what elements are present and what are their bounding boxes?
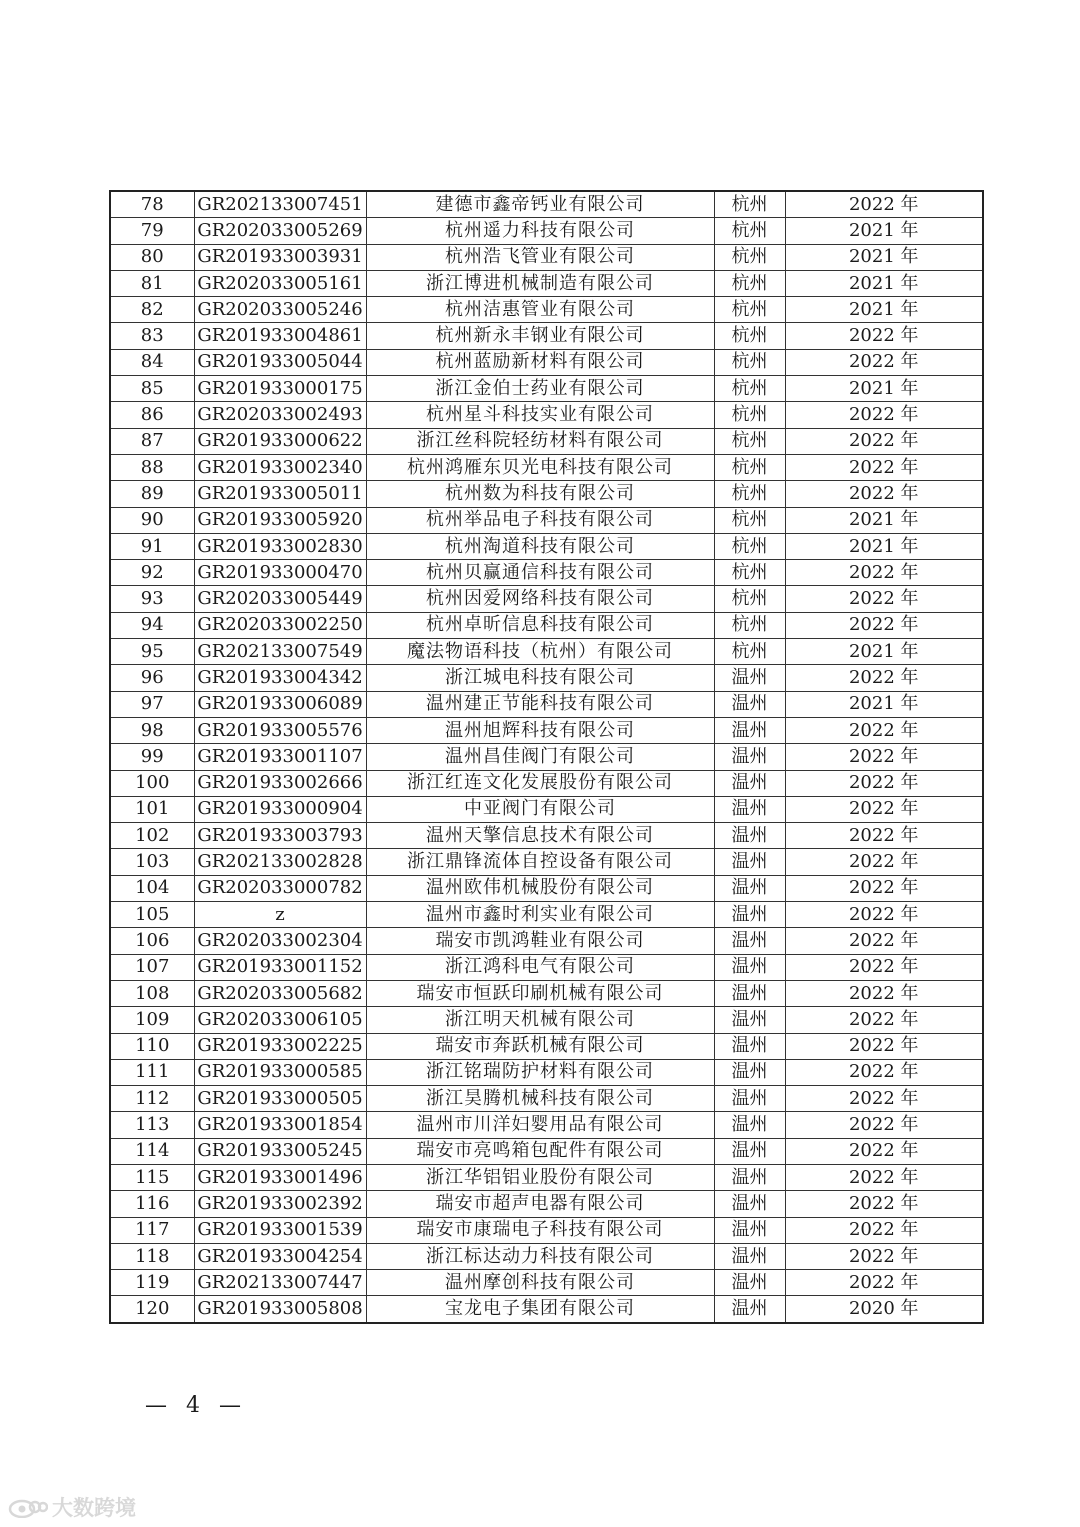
row-number: 78 — [110, 191, 194, 218]
company-name: 杭州因爱网络科技有限公司 — [366, 586, 714, 612]
city: 杭州 — [714, 297, 785, 323]
row-number: 102 — [110, 823, 194, 849]
table-row — [110, 244, 983, 270]
certificate-code: GR202133007451 — [194, 191, 366, 218]
table-row — [110, 665, 983, 691]
row-number: 112 — [110, 1086, 194, 1112]
certificate-code: GR201933002340 — [194, 454, 366, 480]
table-row — [110, 454, 983, 480]
row-number: 109 — [110, 1007, 194, 1033]
year: 2021 年 — [785, 218, 983, 244]
company-name: 浙江标达动力科技有限公司 — [366, 1243, 714, 1269]
table-row — [110, 1164, 983, 1190]
company-name: 瑞安市奔跃机械有限公司 — [366, 1033, 714, 1059]
city: 温州 — [714, 1164, 785, 1190]
year: 2022 年 — [785, 980, 983, 1006]
year: 2020 年 — [785, 1296, 983, 1323]
table-row — [110, 1086, 983, 1112]
year: 2022 年 — [785, 1217, 983, 1243]
table-row — [110, 980, 983, 1006]
company-name: 温州摩创科技有限公司 — [366, 1270, 714, 1296]
row-number: 111 — [110, 1059, 194, 1085]
company-name: 浙江鼎锋流体自控设备有限公司 — [366, 849, 714, 875]
table-row — [110, 928, 983, 954]
table-row — [110, 481, 983, 507]
year: 2021 年 — [785, 639, 983, 665]
certificate-code: GR201933002225 — [194, 1033, 366, 1059]
company-name: 浙江红连文化发展股份有限公司 — [366, 770, 714, 796]
row-number: 103 — [110, 849, 194, 875]
table-row — [110, 902, 983, 928]
company-name: 杭州举品电子科技有限公司 — [366, 507, 714, 533]
year: 2022 年 — [785, 191, 983, 218]
year: 2022 年 — [785, 1270, 983, 1296]
city: 温州 — [714, 1243, 785, 1269]
company-name: 建德市鑫帝钙业有限公司 — [366, 191, 714, 218]
certificate-code: GR201933005920 — [194, 507, 366, 533]
table-row — [110, 875, 983, 901]
city: 杭州 — [714, 323, 785, 349]
certificate-code: GR202133007549 — [194, 639, 366, 665]
table-row — [110, 796, 983, 822]
certificate-code: GR201933000622 — [194, 428, 366, 454]
city: 温州 — [714, 665, 785, 691]
certificate-code: GR201933004254 — [194, 1243, 366, 1269]
city: 杭州 — [714, 481, 785, 507]
certificate-code: GR201933005576 — [194, 717, 366, 743]
city: 温州 — [714, 902, 785, 928]
row-number: 119 — [110, 1270, 194, 1296]
table-row — [110, 1007, 983, 1033]
year: 2022 年 — [785, 875, 983, 901]
city: 杭州 — [714, 191, 785, 218]
row-number: 79 — [110, 218, 194, 244]
city: 杭州 — [714, 454, 785, 480]
city: 杭州 — [714, 560, 785, 586]
certificate-code: GR201933002830 — [194, 533, 366, 559]
year: 2021 年 — [785, 297, 983, 323]
row-number: 96 — [110, 665, 194, 691]
certificate-code: GR202033005682 — [194, 980, 366, 1006]
table-row — [110, 1296, 983, 1323]
year: 2022 年 — [785, 560, 983, 586]
city: 杭州 — [714, 428, 785, 454]
company-name: 温州市川洋妇婴用品有限公司 — [366, 1112, 714, 1138]
city: 温州 — [714, 1270, 785, 1296]
company-name: 浙江华铝铝业股份有限公司 — [366, 1164, 714, 1190]
page-number: — 4 — — [145, 1393, 247, 1418]
certificate-code: GR201933001496 — [194, 1164, 366, 1190]
row-number: 108 — [110, 980, 194, 1006]
company-name: 杭州鸿雁东贝光电科技有限公司 — [366, 454, 714, 480]
certificate-code: GR201933005245 — [194, 1138, 366, 1164]
city: 温州 — [714, 875, 785, 901]
certificate-code: GR201933001539 — [194, 1217, 366, 1243]
year: 2021 年 — [785, 691, 983, 717]
year: 2022 年 — [785, 1112, 983, 1138]
row-number: 106 — [110, 928, 194, 954]
table-row — [110, 1059, 983, 1085]
certificate-code: GR202033005269 — [194, 218, 366, 244]
table-row — [110, 1112, 983, 1138]
company-name: 浙江博进机械制造有限公司 — [366, 270, 714, 296]
city: 温州 — [714, 954, 785, 980]
city: 温州 — [714, 980, 785, 1006]
city: 温州 — [714, 744, 785, 770]
certificate-code: GR202033002304 — [194, 928, 366, 954]
row-number: 90 — [110, 507, 194, 533]
table-row — [110, 533, 983, 559]
row-number: 100 — [110, 770, 194, 796]
row-number: 107 — [110, 954, 194, 980]
company-name: 温州欧伟机械股份有限公司 — [366, 875, 714, 901]
row-number: 97 — [110, 691, 194, 717]
company-name: 浙江明天机械有限公司 — [366, 1007, 714, 1033]
year: 2022 年 — [785, 770, 983, 796]
city: 温州 — [714, 1033, 785, 1059]
city: 温州 — [714, 1007, 785, 1033]
year: 2022 年 — [785, 454, 983, 480]
city: 温州 — [714, 1059, 785, 1085]
table-row — [110, 954, 983, 980]
company-name: 杭州遥力科技有限公司 — [366, 218, 714, 244]
table-row — [110, 323, 983, 349]
certificate-code: GR201933000505 — [194, 1086, 366, 1112]
city: 温州 — [714, 1217, 785, 1243]
company-name: 瑞安市康瑞电子科技有限公司 — [366, 1217, 714, 1243]
certificate-code: GR201933004861 — [194, 323, 366, 349]
company-name: 杭州蓝励新材料有限公司 — [366, 349, 714, 375]
year: 2022 年 — [785, 481, 983, 507]
certificate-code: GR202033005246 — [194, 297, 366, 323]
certificate-code: GR201933005011 — [194, 481, 366, 507]
certificate-code: GR201933002666 — [194, 770, 366, 796]
company-name: 瑞安市亮鸣箱包配件有限公司 — [366, 1138, 714, 1164]
city: 温州 — [714, 823, 785, 849]
row-number: 110 — [110, 1033, 194, 1059]
certificate-code: GR201933003931 — [194, 244, 366, 270]
row-number: 115 — [110, 1164, 194, 1190]
row-number: 117 — [110, 1217, 194, 1243]
certificate-code: GR201933001152 — [194, 954, 366, 980]
certificate-code: GR201933001107 — [194, 744, 366, 770]
city: 温州 — [714, 1138, 785, 1164]
company-name: 温州昌佳阀门有限公司 — [366, 744, 714, 770]
city: 杭州 — [714, 612, 785, 638]
table-row — [110, 1191, 983, 1217]
city: 温州 — [714, 928, 785, 954]
table-row — [110, 744, 983, 770]
company-name: 浙江丝科院轻纺材料有限公司 — [366, 428, 714, 454]
year: 2022 年 — [785, 928, 983, 954]
certificate-code: GR202033006105 — [194, 1007, 366, 1033]
table-row — [110, 218, 983, 244]
row-number: 89 — [110, 481, 194, 507]
table-row — [110, 297, 983, 323]
company-name: 瑞安市超声电器有限公司 — [366, 1191, 714, 1217]
company-name: 杭州浩飞管业有限公司 — [366, 244, 714, 270]
enterprise-table-container — [109, 190, 982, 1324]
company-name: 杭州淘道科技有限公司 — [366, 533, 714, 559]
row-number: 101 — [110, 796, 194, 822]
row-number: 86 — [110, 402, 194, 428]
certificate-code: z — [194, 902, 366, 928]
year: 2022 年 — [785, 323, 983, 349]
certificate-code: GR202133007447 — [194, 1270, 366, 1296]
year: 2022 年 — [785, 823, 983, 849]
year: 2021 年 — [785, 507, 983, 533]
year: 2021 年 — [785, 533, 983, 559]
year: 2022 年 — [785, 954, 983, 980]
table-body — [110, 191, 983, 1323]
year: 2022 年 — [785, 665, 983, 691]
table-row — [110, 1138, 983, 1164]
row-number: 105 — [110, 902, 194, 928]
city: 温州 — [714, 1296, 785, 1323]
year: 2022 年 — [785, 744, 983, 770]
year: 2022 年 — [785, 612, 983, 638]
year: 2022 年 — [785, 902, 983, 928]
company-name: 杭州贝赢通信科技有限公司 — [366, 560, 714, 586]
city: 温州 — [714, 691, 785, 717]
city: 杭州 — [714, 402, 785, 428]
company-name: 中亚阀门有限公司 — [366, 796, 714, 822]
table-row — [110, 1243, 983, 1269]
company-name: 浙江铭瑞防护材料有限公司 — [366, 1059, 714, 1085]
company-name: 杭州新永丰钢业有限公司 — [366, 323, 714, 349]
table-row — [110, 507, 983, 533]
table-row — [110, 823, 983, 849]
certificate-code: GR202033002250 — [194, 612, 366, 638]
table-row — [110, 639, 983, 665]
certificate-code: GR201933002392 — [194, 1191, 366, 1217]
year: 2022 年 — [785, 402, 983, 428]
row-number: 91 — [110, 533, 194, 559]
city: 温州 — [714, 1191, 785, 1217]
row-number: 85 — [110, 376, 194, 402]
row-number: 114 — [110, 1138, 194, 1164]
row-number: 80 — [110, 244, 194, 270]
table-row — [110, 402, 983, 428]
row-number: 84 — [110, 349, 194, 375]
certificate-code: GR201933005044 — [194, 349, 366, 375]
city: 温州 — [714, 1112, 785, 1138]
year: 2022 年 — [785, 1138, 983, 1164]
row-number: 104 — [110, 875, 194, 901]
company-name: 魔法物语科技（杭州）有限公司 — [366, 639, 714, 665]
company-name: 杭州洁惠管业有限公司 — [366, 297, 714, 323]
row-number: 87 — [110, 428, 194, 454]
row-number: 83 — [110, 323, 194, 349]
year: 2022 年 — [785, 1086, 983, 1112]
row-number: 116 — [110, 1191, 194, 1217]
city: 杭州 — [714, 586, 785, 612]
city: 杭州 — [714, 349, 785, 375]
table-row — [110, 586, 983, 612]
city: 杭州 — [714, 639, 785, 665]
company-name: 浙江昊腾机械科技有限公司 — [366, 1086, 714, 1112]
year: 2022 年 — [785, 1059, 983, 1085]
table-row — [110, 560, 983, 586]
table-row — [110, 770, 983, 796]
year: 2022 年 — [785, 1191, 983, 1217]
table-row — [110, 1270, 983, 1296]
year: 2022 年 — [785, 1007, 983, 1033]
row-number: 120 — [110, 1296, 194, 1323]
certificate-code: GR202133002828 — [194, 849, 366, 875]
row-number: 82 — [110, 297, 194, 323]
table-row — [110, 191, 983, 218]
watermark — [8, 1492, 136, 1522]
table-row — [110, 691, 983, 717]
row-number: 95 — [110, 639, 194, 665]
certificate-code: GR202033005449 — [194, 586, 366, 612]
table-row — [110, 376, 983, 402]
table-row — [110, 1217, 983, 1243]
enterprise-table — [109, 190, 984, 1324]
table-row — [110, 428, 983, 454]
city: 温州 — [714, 849, 785, 875]
certificate-code: GR202033005161 — [194, 270, 366, 296]
city: 杭州 — [714, 244, 785, 270]
year: 2022 年 — [785, 1033, 983, 1059]
row-number: 94 — [110, 612, 194, 638]
certificate-code: GR202033000782 — [194, 875, 366, 901]
company-name: 浙江城电科技有限公司 — [366, 665, 714, 691]
company-name: 温州建正节能科技有限公司 — [366, 691, 714, 717]
table-row — [110, 717, 983, 743]
city: 杭州 — [714, 218, 785, 244]
city: 杭州 — [714, 270, 785, 296]
certificate-code: GR201933000175 — [194, 376, 366, 402]
certificate-code: GR202033002493 — [194, 402, 366, 428]
company-name: 温州市鑫时利实业有限公司 — [366, 902, 714, 928]
city: 温州 — [714, 717, 785, 743]
table-row — [110, 849, 983, 875]
certificate-code: GR201933001854 — [194, 1112, 366, 1138]
company-name: 杭州星斗科技实业有限公司 — [366, 402, 714, 428]
company-name: 浙江金伯士药业有限公司 — [366, 376, 714, 402]
watermark-text: 大数跨境 — [52, 1496, 136, 1520]
year: 2021 年 — [785, 376, 983, 402]
city: 温州 — [714, 770, 785, 796]
company-name: 瑞安市凯鸿鞋业有限公司 — [366, 928, 714, 954]
certificate-code: GR201933005808 — [194, 1296, 366, 1323]
certificate-code: GR201933000904 — [194, 796, 366, 822]
year: 2022 年 — [785, 586, 983, 612]
table-row — [110, 270, 983, 296]
year: 2022 年 — [785, 1243, 983, 1269]
table-row — [110, 612, 983, 638]
row-number: 81 — [110, 270, 194, 296]
company-name: 浙江鸿科电气有限公司 — [366, 954, 714, 980]
company-name: 温州天擎信息技术有限公司 — [366, 823, 714, 849]
year: 2021 年 — [785, 270, 983, 296]
row-number: 88 — [110, 454, 194, 480]
year: 2022 年 — [785, 796, 983, 822]
city: 杭州 — [714, 376, 785, 402]
company-name: 宝龙电子集团有限公司 — [366, 1296, 714, 1323]
company-name: 杭州卓昕信息科技有限公司 — [366, 612, 714, 638]
certificate-code: GR201933000585 — [194, 1059, 366, 1085]
weibo-logo-icon — [8, 1496, 48, 1518]
certificate-code: GR201933003793 — [194, 823, 366, 849]
row-number: 99 — [110, 744, 194, 770]
city: 杭州 — [714, 507, 785, 533]
year: 2022 年 — [785, 349, 983, 375]
table-row — [110, 349, 983, 375]
year: 2021 年 — [785, 244, 983, 270]
company-name: 瑞安市恒跃印刷机械有限公司 — [366, 980, 714, 1006]
certificate-code: GR201933006089 — [194, 691, 366, 717]
company-name: 温州旭辉科技有限公司 — [366, 717, 714, 743]
company-name: 杭州数为科技有限公司 — [366, 481, 714, 507]
year: 2022 年 — [785, 428, 983, 454]
city: 温州 — [714, 1086, 785, 1112]
certificate-code: GR201933004342 — [194, 665, 366, 691]
year: 2022 年 — [785, 717, 983, 743]
certificate-code: GR201933000470 — [194, 560, 366, 586]
row-number: 93 — [110, 586, 194, 612]
row-number: 118 — [110, 1243, 194, 1269]
table-row — [110, 1033, 983, 1059]
row-number: 98 — [110, 717, 194, 743]
city: 温州 — [714, 796, 785, 822]
year: 2022 年 — [785, 1164, 983, 1190]
row-number: 92 — [110, 560, 194, 586]
year: 2022 年 — [785, 849, 983, 875]
city: 杭州 — [714, 533, 785, 559]
row-number: 113 — [110, 1112, 194, 1138]
